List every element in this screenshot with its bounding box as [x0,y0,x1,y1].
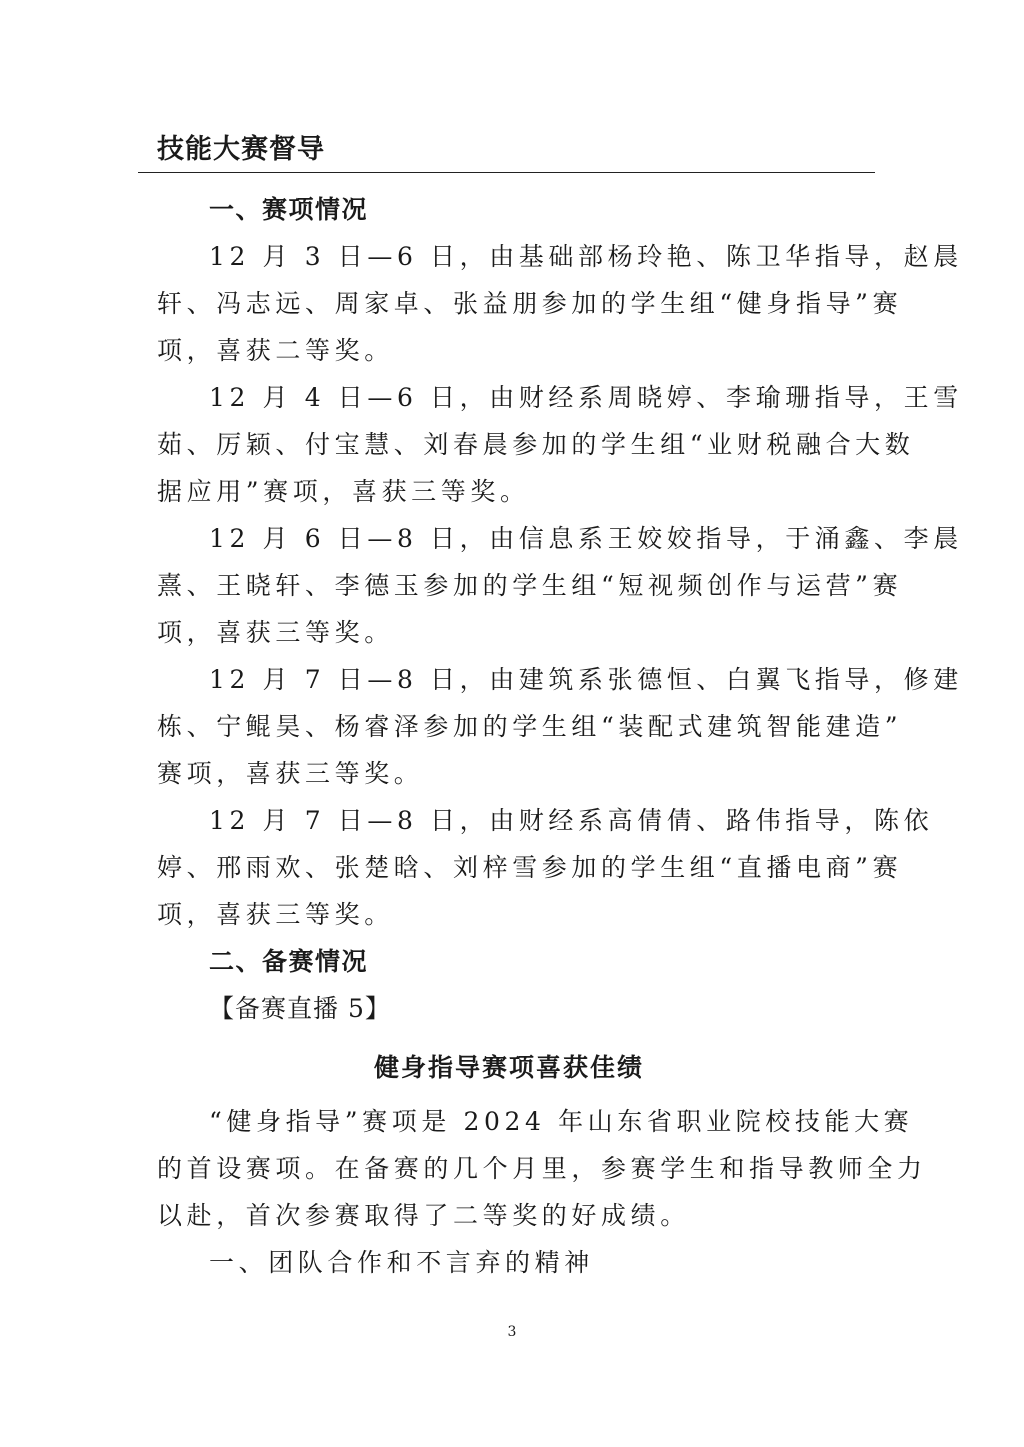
column-tag: 【备赛直播 5】 [209,994,391,1023]
header-divider [138,172,875,173]
paragraph-line: 12 月 7 日—8 日，由财经系高倩倩、路伟指导，陈依 [209,806,934,835]
intro-line: “健身指导”赛项是 2024 年山东省职业院校技能大赛 [209,1107,914,1136]
article-title: 健身指导赛项喜获佳绩 [373,1053,644,1082]
section-heading-events: 一、赛项情况 [209,195,369,224]
paragraph-line: 婷、邢雨欢、张楚晗、刘梓雪参加的学生组“直播电商”赛 [157,853,903,882]
document-body [157,186,963,1286]
paragraph-line: 栋、宁鲲昊、杨睿泽参加的学生组“装配式建筑智能建造” [157,712,903,741]
paragraph-line: 赛项，喜获三等奖。 [157,759,424,788]
subheading-teamwork: 一、团队合作和不言弃的精神 [209,1248,594,1277]
paragraph-line: 熹、王晓轩、李德玉参加的学生组“短视频创作与运营”赛 [157,571,903,600]
paragraph-line: 茹、厉颖、付宝慧、刘春晨参加的学生组“业财税融合大数 [157,430,915,459]
section-heading-preparation: 二、备赛情况 [209,947,369,976]
paragraph-line: 12 月 6 日—8 日，由信息系王姣姣指导，于涌鑫、李晨 [209,524,963,553]
paragraph-line: 12 月 4 日—6 日，由财经系周晓婷、李瑜珊指导，王雪 [209,383,963,412]
paragraph-line: 项，喜获二等奖。 [157,336,394,365]
paragraph-line: 轩、冯志远、周家卓、张益朋参加的学生组“健身指导”赛 [157,289,903,318]
paragraph-line: 12 月 3 日—6 日，由基础部杨玲艳、陈卫华指导，赵晨 [209,242,963,271]
paragraph-line: 12 月 7 日—8 日，由建筑系张德恒、白翼飞指导，修建 [209,665,963,694]
intro-line: 以赴，首次参赛取得了二等奖的好成绩。 [157,1201,690,1230]
page-header-title: 技能大赛督导 [157,134,325,165]
paragraph-line: 项，喜获三等奖。 [157,900,394,929]
intro-line: 的首设赛项。在备赛的几个月里，参赛学生和指导教师全力 [157,1154,927,1183]
page-number: 3 [507,1324,517,1340]
paragraph-line: 据应用”赛项，喜获三等奖。 [157,477,530,506]
paragraph-line: 项，喜获三等奖。 [157,618,394,647]
